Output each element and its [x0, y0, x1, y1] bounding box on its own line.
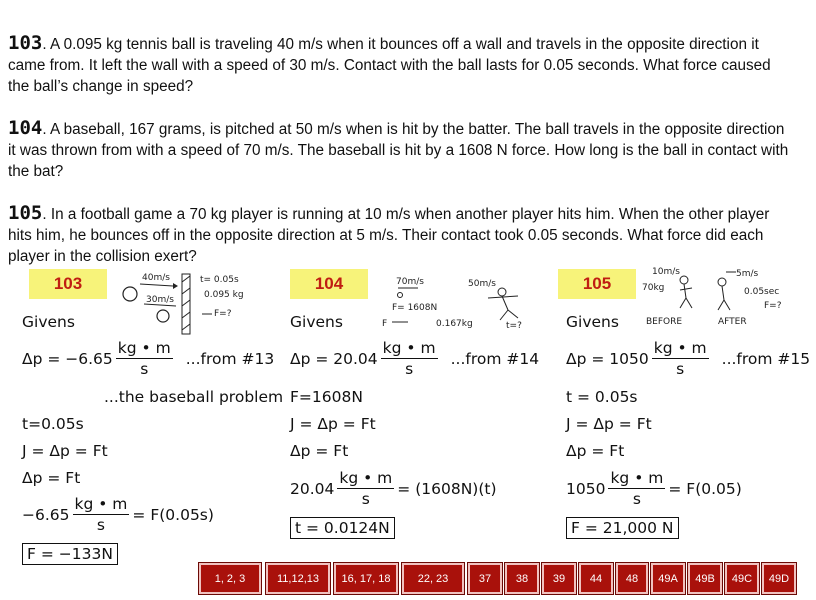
- answer-box: t = 0.0124N: [290, 517, 395, 539]
- sketch-label: AFTER: [718, 317, 747, 327]
- dp-expression: Δp = −6.65: [22, 350, 113, 368]
- nav-button-49c[interactable]: 49C: [725, 563, 759, 594]
- sketch-103: [118, 264, 268, 334]
- tag-103: 103: [29, 269, 107, 299]
- unit-fraction: [337, 471, 394, 507]
- dp-expression: Δp = 1050: [566, 350, 649, 368]
- unit-denominator: s: [405, 359, 414, 378]
- givens-label: Givens: [22, 313, 75, 331]
- momentum-change: [22, 341, 274, 377]
- sketch-label: 0.167kg: [436, 319, 473, 329]
- answer-box: F = −133N: [22, 543, 118, 565]
- nav-button-49a[interactable]: 49A: [651, 563, 685, 594]
- unit-denominator: s: [632, 489, 641, 508]
- unit-fraction: [73, 497, 130, 533]
- sketch-label: 50m/s: [468, 279, 496, 289]
- nav-button-48[interactable]: 48: [616, 563, 648, 594]
- nav-button-38[interactable]: 38: [505, 563, 539, 594]
- nav-button-44[interactable]: 44: [579, 563, 613, 594]
- sketch-label: 5m/s: [736, 269, 759, 279]
- equation-rhs: = F(0.05s): [132, 506, 214, 524]
- unit-fraction: [381, 341, 438, 377]
- momentum-change: [290, 341, 539, 377]
- unit-numerator: kg • m: [74, 495, 128, 513]
- equation: [22, 497, 214, 533]
- sketch-label: F= 1608N: [392, 303, 438, 313]
- momentum-change: [566, 341, 810, 377]
- unit-denominator: s: [676, 359, 685, 378]
- sketch-label: t= 0.05s: [200, 275, 239, 285]
- sketch-label: 10m/s: [652, 267, 680, 277]
- problem-number: 104: [8, 117, 43, 139]
- dp-reference: ...from #15: [721, 350, 811, 368]
- problem-text: . In a football game a 70 kg player is running at 10 m/s when another player hits him. When the other player hits him, he bounces off in the opposite direction at 5 m/s. Their contact took 0.05 seconds. What force did each player in the collision exert?: [8, 206, 770, 265]
- sketch-label: 40m/s: [142, 273, 170, 283]
- given-line: F=1608N: [290, 388, 363, 406]
- given-line: Δp = Ft: [566, 442, 625, 460]
- sketch-label: F: [382, 319, 388, 329]
- nav-button-22-23[interactable]: 22, 23: [402, 563, 464, 594]
- note-text: ...the baseball problem: [104, 388, 284, 406]
- given-line: J = Δp = Ft: [22, 442, 108, 460]
- sketch-label: 70kg: [642, 283, 665, 293]
- equation: [566, 471, 742, 507]
- sketch-label: 0.05sec: [744, 287, 780, 297]
- given-line: J = Δp = Ft: [290, 415, 376, 433]
- unit-numerator: kg • m: [653, 339, 707, 357]
- nav-button-1-2-3[interactable]: 1, 2, 3: [199, 563, 261, 594]
- unit-numerator: kg • m: [339, 469, 393, 487]
- given-line: t = 0.05s: [566, 388, 638, 406]
- sketch-label: 70m/s: [396, 277, 424, 287]
- unit-denominator: s: [140, 359, 149, 378]
- nav-button-16-17-18[interactable]: 16, 17, 18: [334, 563, 398, 594]
- sketch-label: 0.095 kg: [204, 290, 244, 300]
- unit-numerator: kg • m: [382, 339, 436, 357]
- given-line: Δp = Ft: [290, 442, 349, 460]
- unit-fraction: [608, 471, 665, 507]
- sketch-label: t=?: [506, 321, 522, 331]
- sketch-label: BEFORE: [646, 317, 683, 327]
- tag-105: 105: [558, 269, 636, 299]
- sketch-label: 30m/s: [146, 295, 174, 305]
- equation-lhs: 20.04: [290, 480, 335, 498]
- problem-number: 105: [8, 202, 43, 224]
- answer-box: F = 21,000 N: [566, 517, 679, 539]
- unit-denominator: s: [361, 489, 370, 508]
- problem-103: [8, 33, 792, 97]
- problem-text: . A baseball, 167 grams, is pitched at 50 m/s when is hit by the batter. The ball travels in the opposite direction it was thrown from with a speed of 70 m/s. The baseball is hit by a 1608 N force. How long is the ball in contact with the bat?: [8, 121, 789, 180]
- dp-expression: Δp = 20.04: [290, 350, 378, 368]
- sketch-105: [640, 264, 798, 330]
- nav-button-49b[interactable]: 49B: [688, 563, 722, 594]
- problem-text: . A 0.095 kg tennis ball is traveling 40 m/s when it bounces off a wall and travels in the opposite direction it came from. It left the wall with a speed of 30 m/s. Contact with the ball lasts for 0.05 seconds. What force caused the ball’s change in speed?: [8, 36, 771, 95]
- given-line: t=0.05s: [22, 415, 84, 433]
- sketch-104: [378, 268, 548, 334]
- given-line: J = Δp = Ft: [566, 415, 652, 433]
- nav-button-39[interactable]: 39: [542, 563, 576, 594]
- given-line: Δp = Ft: [22, 469, 81, 487]
- dp-reference: ...from #14: [450, 350, 540, 368]
- unit-numerator: kg • m: [117, 339, 171, 357]
- givens-label: Givens: [290, 313, 343, 331]
- unit-fraction: [116, 341, 173, 377]
- tag-104: 104: [290, 269, 368, 299]
- givens-label: Givens: [566, 313, 619, 331]
- nav-button-49d[interactable]: 49D: [762, 563, 796, 594]
- nav-button-11-12-13[interactable]: 11,12,13: [266, 563, 330, 594]
- dp-reference: ...from #13: [185, 350, 275, 368]
- equation-lhs: −6.65: [22, 506, 70, 524]
- equation-lhs: 1050: [566, 480, 606, 498]
- problem-number: 103: [8, 32, 43, 54]
- unit-numerator: kg • m: [610, 469, 664, 487]
- sketch-label: F=?: [214, 309, 232, 319]
- problem-104: [8, 118, 792, 182]
- unit-denominator: s: [96, 515, 105, 534]
- sketch-label: F=?: [764, 301, 782, 311]
- equation-rhs: = (1608N)(t): [397, 480, 497, 498]
- equation: [290, 471, 497, 507]
- unit-fraction: [652, 341, 709, 377]
- problem-105: [8, 203, 792, 267]
- equation-rhs: = F(0.05): [668, 480, 742, 498]
- nav-button-37[interactable]: 37: [468, 563, 502, 594]
